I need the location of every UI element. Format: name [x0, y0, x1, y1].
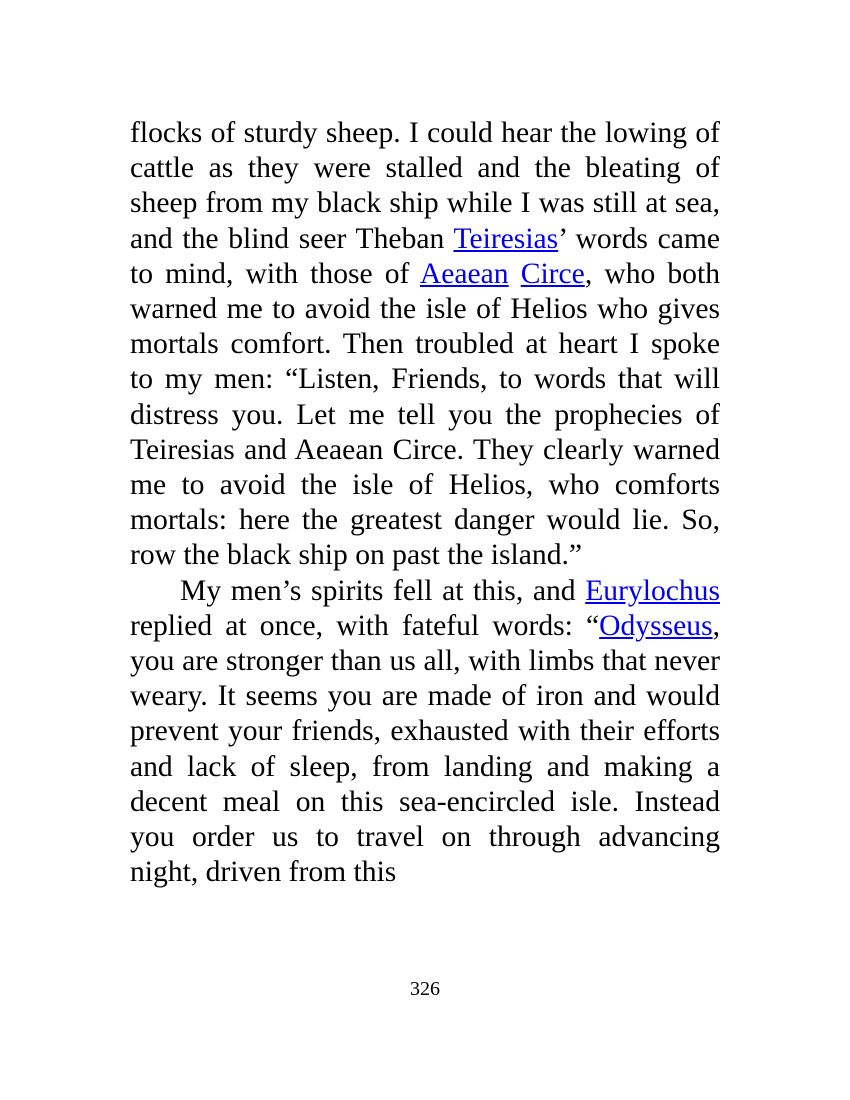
page-number: 326: [410, 978, 440, 1000]
paragraph-1-space: [509, 258, 521, 290]
paragraph-2-text-c: , you are stronger than us all, with limbs that never weary. It seems you are made of iron and would prevent your friends, exhausted with their efforts and lack of sleep, from landing and making a decent meal on this sea-encircled isle. Instead you order us to travel on through advancing night, driven from this: [130, 609, 720, 889]
paragraph-2-text-a: My men’s spirits fell at this, and: [180, 574, 586, 607]
paragraph-1-text-b: ’ words came to mind, with those of: [130, 222, 720, 290]
link-eurylochus[interactable]: Eurylochus: [585, 574, 720, 607]
link-odysseus[interactable]: Odysseus: [599, 609, 713, 642]
link-aeaean[interactable]: Aeaean: [419, 257, 509, 290]
paragraph-1-text-a: flocks of sturdy sheep. I could hear the lowing of cattle as they were stalled and the bleating of sheep from my black ship while I was still at sea, and the blind seer Theban: [130, 117, 720, 255]
link-circe[interactable]: Circe: [520, 257, 585, 290]
paragraph-2: [130, 574, 720, 891]
link-teiresias[interactable]: Teiresias: [453, 222, 559, 255]
paragraph-1: [130, 116, 720, 574]
body-text: [130, 116, 720, 890]
paragraph-2-text-b: replied at once, with fateful words: “: [130, 609, 600, 642]
paragraph-1-text-c: , who both warned me to avoid the isle of Helios who gives mortals comfort. Then troubled at heart I spoke to my men: “Listen, Friends, to words that will distress you. Let me tell you the prophecies of Teiresias and Aeaean Circe. They clearly warned me to avoid the isle of Helios, who comforts mortals: here the greatest danger would lie. So, row the black ship on past the island.”: [130, 257, 720, 572]
